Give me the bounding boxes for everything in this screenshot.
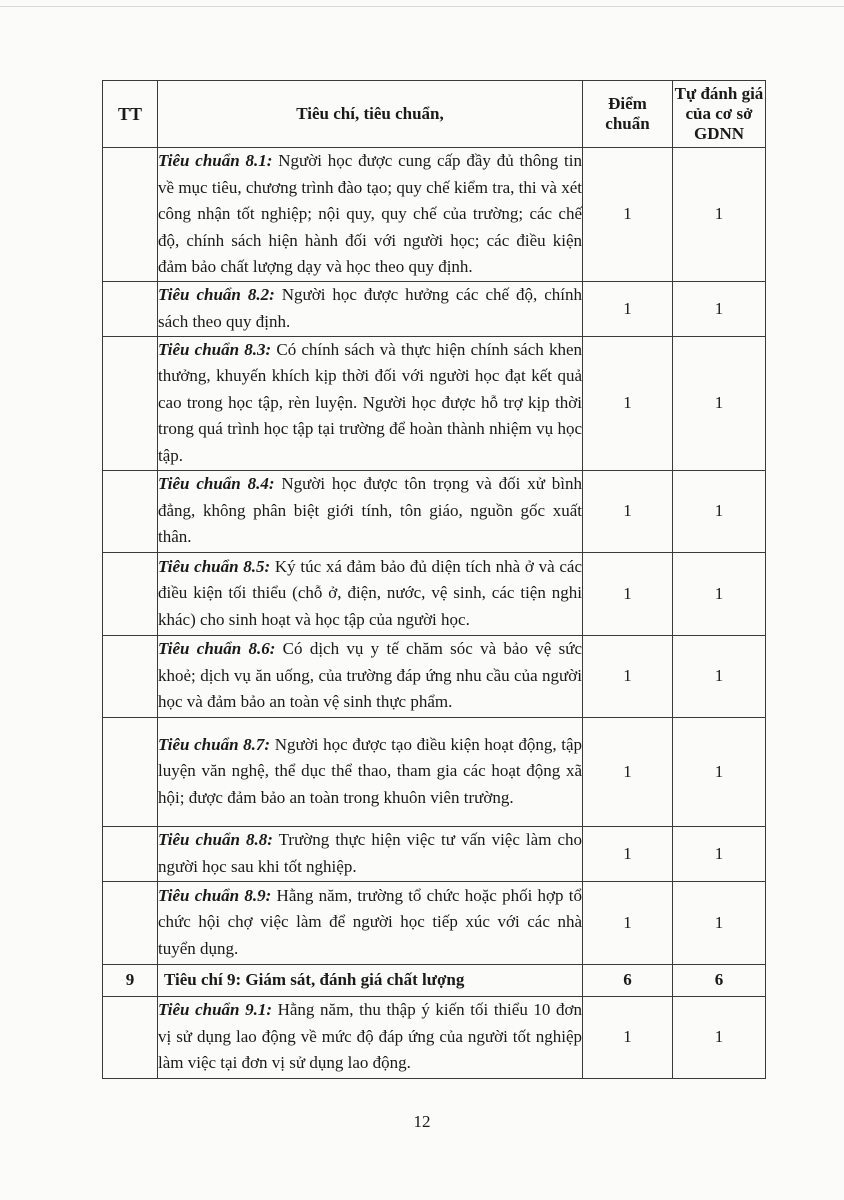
- standard-text: Người học được cung cấp đầy đủ thông tin về mục tiêu, chương trình đào tạo; quy chế kiểm tra, thi và xét công nhận tốt nghiệp; nội quy, quy chế của trường; các chế độ, chính sách hiện hành đối với người học; các điều kiện đảm bảo chất lượng dạy và học theo quy định.: [158, 151, 582, 276]
- criteria-table: [102, 80, 766, 1079]
- standard-description: [158, 996, 583, 1078]
- standard-description: [158, 717, 583, 826]
- standard-points-cell: 1: [583, 552, 673, 635]
- standard-label: Tiêu chuẩn 8.4:: [158, 474, 275, 494]
- row-tt-cell: [103, 881, 158, 964]
- standard-description: [158, 470, 583, 552]
- standard-points-cell: 1: [583, 635, 673, 717]
- standard-text: Hằng năm, trường tổ chức hoặc phối hợp tổ chức hội chợ việc làm để người học tiếp xúc với các nhà tuyển dụng.: [158, 885, 583, 958]
- standard-points-cell: 1: [583, 826, 673, 881]
- standard-label: Tiêu chuẩn 8.7:: [158, 734, 271, 754]
- header-self-eval-line2: của cơ sở: [685, 104, 753, 123]
- standard-points-cell: 1: [583, 281, 673, 336]
- self-eval-cell: 1: [673, 881, 766, 964]
- row-tt-cell: [103, 826, 158, 881]
- page-number: 12: [413, 1112, 431, 1131]
- table-row: [103, 470, 766, 552]
- standard-label: Tiêu chuẩn 8.3:: [158, 339, 272, 359]
- standard-text: Có chính sách và thực hiện chính sách khen thưởng, khuyến khích kịp thời đối với người học đạt kết quả cao trong học tập, rèn luyện. Người học được hỗ trợ kịp thời trong quá trình học tập tại trường để hoàn thành nhiệm vụ học tập.: [158, 339, 582, 465]
- header-standard-points: [583, 81, 673, 148]
- row-tt-cell: [103, 336, 158, 470]
- standard-label: Tiêu chuẩn 9.1:: [158, 1000, 272, 1020]
- scan-top-edge: [0, 6, 844, 7]
- row-tt-cell: [103, 281, 158, 336]
- row-tt-cell: [103, 470, 158, 552]
- self-eval-cell: 1: [673, 336, 766, 470]
- self-eval-cell: 1: [673, 470, 766, 552]
- row-tt-cell: [103, 148, 158, 282]
- table-row: [103, 148, 766, 282]
- standard-points-cell: 1: [583, 470, 673, 552]
- table-row: [103, 552, 766, 635]
- standard-label: Tiêu chuẩn 8.2:: [158, 285, 275, 304]
- criterion-standard-points: 6: [583, 964, 673, 996]
- table-row: [103, 281, 766, 336]
- standard-description: [158, 881, 583, 964]
- standard-label: Tiêu chuẩn 8.6:: [158, 639, 276, 659]
- self-eval-cell: 1: [673, 635, 766, 717]
- criterion-number: 9: [103, 964, 158, 996]
- self-eval-cell: 1: [673, 996, 766, 1078]
- standard-text: Hằng năm, thu thập ý kiến tối thiểu 10 đơn vị sử dụng lao động về mức độ đáp ứng của người tốt nghiệp làm việc tại đơn vị sử dụng lao động.: [158, 1000, 583, 1073]
- row-tt-cell: [103, 552, 158, 635]
- header-self-evaluation: [673, 81, 766, 148]
- criterion-row: [103, 964, 766, 996]
- standard-text: Có dịch vụ y tế chăm sóc và bảo vệ sức khoẻ; dịch vụ ăn uống, của trường đáp ứng nhu cầu của người học và đảm bảo an toàn vệ sinh thực phẩm.: [158, 639, 582, 712]
- criterion-title: Tiêu chí 9: Giám sát, đánh giá chất lượng: [158, 964, 583, 996]
- row-tt-cell: [103, 996, 158, 1078]
- header-self-eval-line1: Tự đánh giá: [674, 84, 764, 103]
- standard-label: Tiêu chuẩn 8.1:: [158, 151, 273, 170]
- standard-points-cell: 1: [583, 336, 673, 470]
- table-row: [103, 826, 766, 881]
- standard-text: Người học được tạo điều kiện hoạt động, tập luyện văn nghệ, thể dục thể thao, tham gia các hoạt động xã hội; được đảm bảo an toàn trong khuôn viên trường.: [158, 734, 583, 807]
- table-row: [103, 635, 766, 717]
- table-row: [103, 881, 766, 964]
- self-eval-cell: 1: [673, 552, 766, 635]
- standard-description: [158, 281, 583, 336]
- standard-text: Người học được hưởng các chế độ, chính sách theo quy định.: [158, 285, 582, 331]
- standard-label: Tiêu chuẩn 8.9:: [158, 885, 272, 905]
- header-criteria: Tiêu chí, tiêu chuẩn,: [158, 81, 583, 148]
- standard-description: [158, 826, 583, 881]
- standard-description: [158, 148, 583, 282]
- row-tt-cell: [103, 717, 158, 826]
- standard-points-cell: 1: [583, 996, 673, 1078]
- standard-text: Người học được tôn trọng và đối xử bình đẳng, không phân biệt giới tính, tôn giáo, nguồn gốc xuất thân.: [158, 474, 583, 547]
- header-standard-points-line2: chuẩn: [605, 114, 650, 133]
- row-tt-cell: [103, 635, 158, 717]
- header-standard-points-line1: Điểm: [608, 94, 647, 113]
- header-tt: TT: [103, 81, 158, 148]
- table-header-row: [103, 81, 766, 148]
- standard-description: [158, 552, 583, 635]
- standard-points-cell: 1: [583, 717, 673, 826]
- standard-points-cell: 1: [583, 148, 673, 282]
- table-row: [103, 717, 766, 826]
- table-row: [103, 996, 766, 1078]
- standard-text: Ký túc xá đảm bảo đủ diện tích nhà ở và các điều kiện tối thiểu (chỗ ở, điện, nước, vệ sinh, các tiện nghi khác) cho sinh hoạt và học tập của người học.: [158, 556, 582, 629]
- standard-description: [158, 635, 583, 717]
- self-eval-cell: 1: [673, 281, 766, 336]
- criterion-self-eval: 6: [673, 964, 766, 996]
- standard-label: Tiêu chuẩn 8.5:: [158, 556, 271, 576]
- self-eval-cell: 1: [673, 148, 766, 282]
- standard-description: [158, 336, 583, 470]
- standard-label: Tiêu chuẩn 8.8:: [158, 830, 273, 849]
- self-eval-cell: 1: [673, 717, 766, 826]
- table-row: [103, 336, 766, 470]
- standard-text: Trường thực hiện việc tư vấn việc làm cho người học sau khi tốt nghiệp.: [158, 830, 583, 876]
- header-self-eval-line3: GDNN: [693, 124, 745, 143]
- standard-points-cell: 1: [583, 881, 673, 964]
- self-eval-cell: 1: [673, 826, 766, 881]
